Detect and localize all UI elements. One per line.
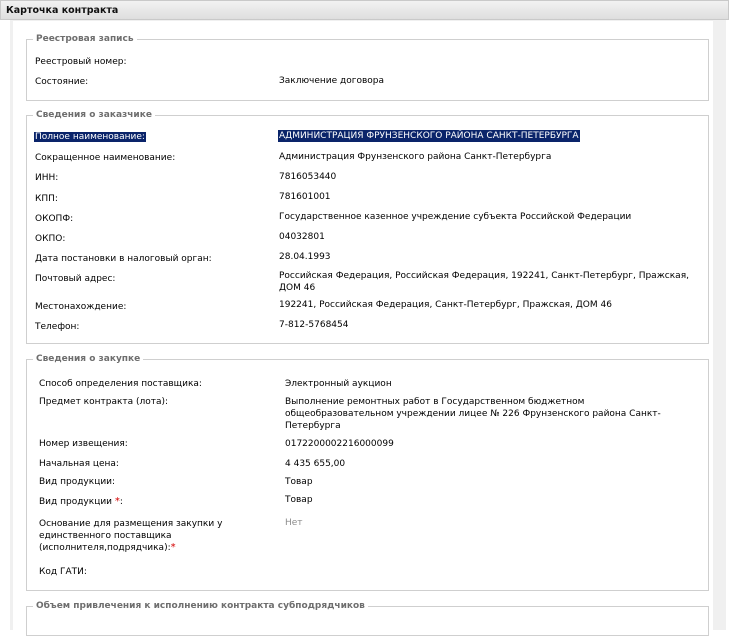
full-name-label: Полное наименование: [35, 132, 145, 142]
registry-section [26, 34, 709, 101]
postal-address-value: Российская Федерация, Российская Федерация, 192241, Санкт-Петербург, Пражская, ДОМ 46 [279, 271, 689, 293]
inn-value: 7816053440 [279, 172, 337, 182]
required-asterisk: * [170, 542, 176, 553]
method-value: Электронный аукцион [285, 379, 392, 389]
inn-label: ИНН: [35, 173, 59, 183]
phone-value: 7-812-5768454 [279, 320, 349, 330]
product-type-label: Вид продукции: [39, 477, 116, 487]
customer-legend: Сведения о заказчике [33, 110, 155, 120]
okpo-label: ОКПО: [35, 234, 66, 244]
purchase-legend: Сведения о закупке [33, 354, 143, 364]
notice-number-value: 0172200002216000099 [285, 439, 394, 449]
purchase-section [26, 354, 709, 591]
status-value: Заключение договора [279, 76, 385, 86]
location-label: Местонахождение: [35, 302, 127, 312]
subcontract-legend: Объем привлечения к исполнению контракта субподрядчиков [33, 601, 368, 611]
phone-label: Телефон: [35, 322, 80, 332]
registry-legend: Реестровая запись [33, 34, 137, 44]
registry-number-label: Реестровый номер: [35, 57, 127, 67]
customer-section [26, 110, 709, 344]
kpp-label: КПП: [35, 194, 58, 204]
initial-price-value: 4 435 655,00 [285, 459, 346, 469]
method-label: Способ определения поставщика: [39, 379, 202, 389]
notice-number-label: Номер извещения: [39, 439, 128, 449]
sole-supplier-basis-label: Основание для размещения закупки у единственного поставщика (исполнителя,подрядчика):* [39, 519, 223, 553]
page-title: Карточка контракта [6, 5, 119, 16]
status-label: Состояние: [35, 77, 89, 87]
subject-label: Предмет контракта (лота): [39, 397, 169, 407]
sole-supplier-basis-value: Нет [285, 518, 303, 528]
tax-date-value: 28.04.1993 [279, 252, 331, 262]
gati-code-label: Код ГАТИ: [39, 567, 87, 577]
initial-price-label: Начальная цена: [39, 459, 119, 469]
okopf-value: Государственное казенное учреждение субъекта Российской Федерации [279, 212, 632, 222]
okpo-value: 04032801 [279, 232, 325, 242]
full-name-value: АДМИНИСТРАЦИЯ ФРУНЗЕНСКОГО РАЙОНА САНКТ-ПЕТЕРБУРГА [279, 131, 579, 141]
product-type-value: Товар [285, 477, 313, 487]
product-type-required-value: Товар [285, 495, 313, 505]
short-name-label: Сокращенное наименование: [35, 153, 176, 163]
postal-address-label: Почтовый адрес: [35, 274, 116, 284]
panel-header [0, 0, 729, 20]
product-type-required-label: Вид продукции *: [39, 496, 123, 507]
kpp-value: 781601001 [279, 192, 331, 202]
subcontract-section [26, 601, 709, 636]
tax-date-label: Дата постановки в налоговый орган: [35, 254, 212, 264]
location-value: 192241, Российская Федерация, Санкт-Петербург, Пражская, ДОМ 46 [279, 300, 612, 310]
subject-value: Выполнение ремонтных работ в Государственном бюджетном общеобразовательном учреждении лицее № 226 Фрунзенского района Санкт-Петербурга [285, 397, 661, 431]
required-asterisk: * [114, 496, 120, 507]
okopf-label: ОКОПФ: [35, 214, 74, 224]
short-name-value: Администрация Фрунзенского района Санкт-Петербурга [279, 152, 552, 162]
